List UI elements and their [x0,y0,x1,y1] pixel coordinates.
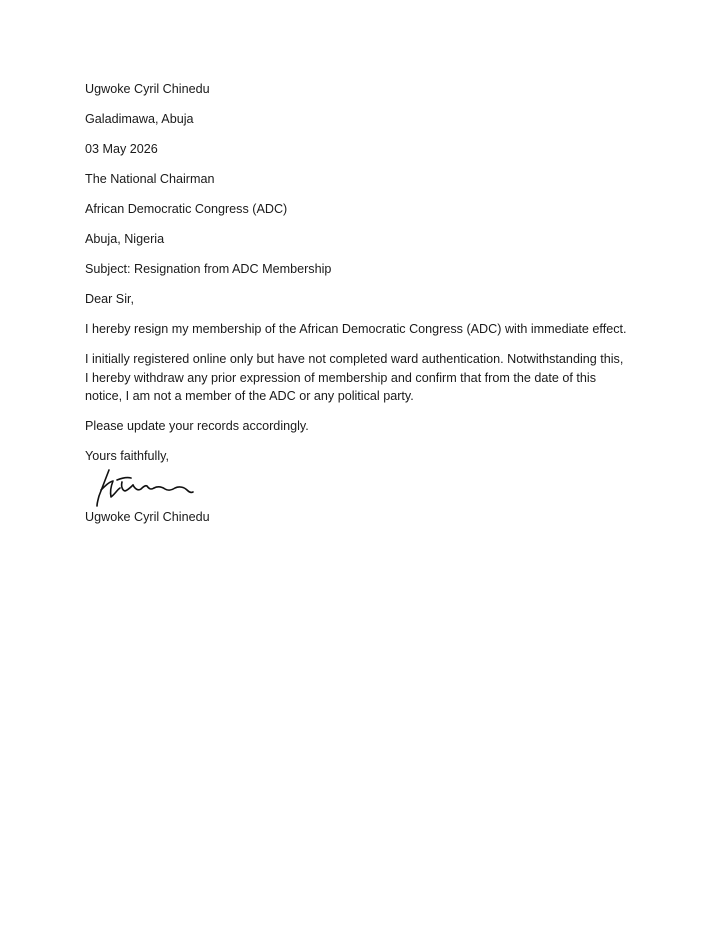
recipient-organization: African Democratic Congress (ADC) [85,202,288,216]
salutation: Dear Sir, [85,292,134,306]
closing: Yours faithfully, [85,449,170,463]
sender-name: Ugwoke Cyril Chinedu [85,82,210,96]
body-paragraph-3: Please update your records accordingly. [85,419,309,433]
sender-address: Galadimawa, Abuja [85,112,194,126]
letter-body [85,80,630,538]
letter-date: 03 May 2026 [85,142,158,156]
body-paragraph-1: I hereby resign my membership of the African Democratic Congress (ADC) with immediate effect. [85,322,627,336]
letter-subject: Subject: Resignation from ADC Membership [85,262,332,276]
recipient-title: The National Chairman [85,172,215,186]
signatory-name: Ugwoke Cyril Chinedu [85,509,210,524]
signature-icon [89,466,199,508]
body-paragraph-2: I initially registered online only but have not completed ward authentication. Notwithstanding this, I hereby withdraw any prior expression of membership and confirm that from the date of this notice, I am not a member of the ADC or any political party. [85,352,624,403]
recipient-location: Abuja, Nigeria [85,232,165,246]
